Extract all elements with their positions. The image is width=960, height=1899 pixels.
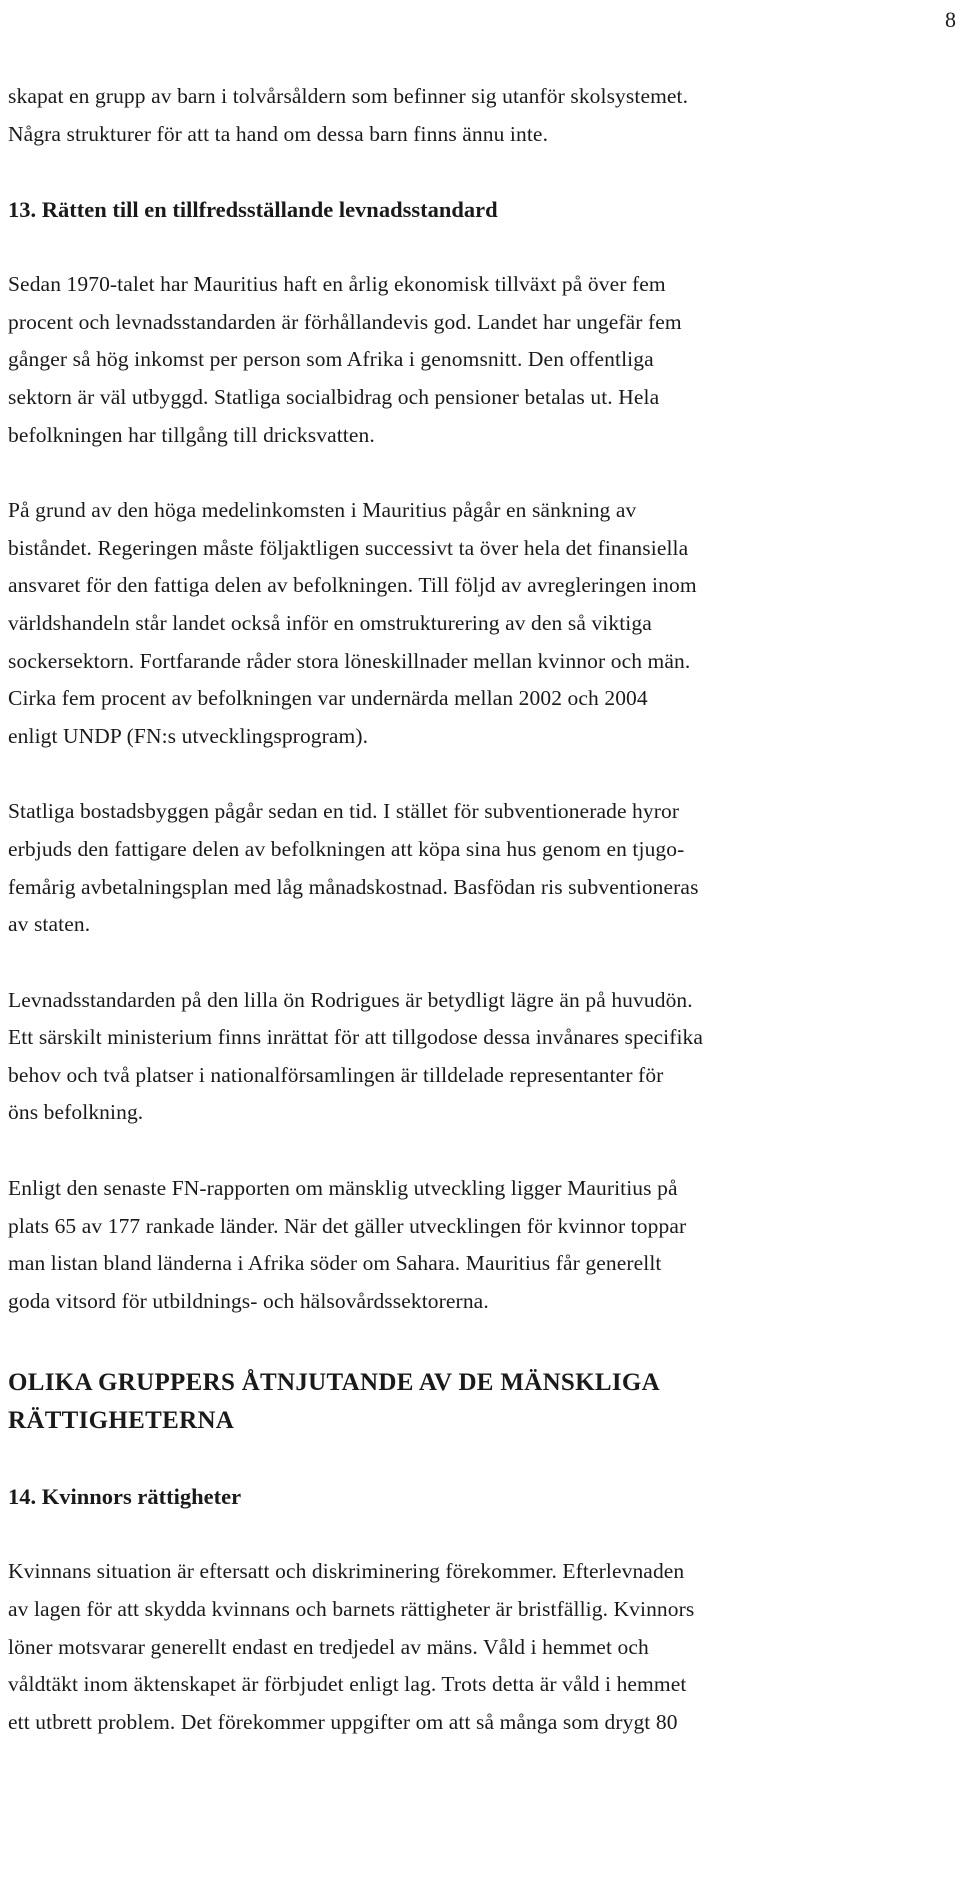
text-line: ansvaret för den fattiga delen av befolkningen. Till följd av avregleringen inom: [8, 573, 697, 598]
text-line: Levnadsstandarden på den lilla ön Rodrigues är betydligt lägre än på huvudön.: [8, 987, 693, 1012]
section-13-paragraph-4: [8, 982, 954, 1132]
major-section-heading: [8, 1364, 954, 1440]
document-body: [8, 78, 954, 1741]
text-line: skapat en grupp av barn i tolvårsåldern som befinner sig utanför skolsystemet.: [8, 84, 689, 108]
text-line: befolkningen har tillgång till dricksvatten.: [8, 422, 375, 447]
text-line: behov och två platser i nationalförsamlingen är tilldelade representanter för: [8, 1062, 664, 1087]
section-13-paragraph-1: [8, 266, 954, 454]
text-line: Enligt den senaste FN-rapporten om mänsklig utveckling ligger Mauritius på: [8, 1176, 678, 1201]
text-line: världshandeln står landet också inför en omstrukturering av den så viktiga: [8, 610, 652, 635]
text-line: Ett särskilt ministerium finns inrättat för att tillgodose dessa invånares specifika: [8, 1025, 704, 1050]
text-line: femårig avbetalningsplan med låg månadskostnad. Basfödan ris subventioneras: [8, 874, 699, 899]
text-line: Kvinnans situation är eftersatt och diskriminering förekommer. Efterlevnaden: [8, 1559, 685, 1584]
text-line: erbjuds den fattigare delen av befolkningen att köpa sina hus genom en tjugo-: [8, 836, 685, 861]
text-line: öns befolkning.: [8, 1100, 144, 1125]
text-line: ett utbrett problem. Det förekommer uppgifter om att så många som drygt 80: [8, 1709, 678, 1734]
text-line: Cirka fem procent av befolkningen var undernärda mellan 2002 och 2004: [8, 686, 648, 711]
text-line: enligt UNDP (FN:s utvecklingsprogram).: [8, 723, 369, 748]
text-line: Några strukturer för att ta hand om dessa barn finns ännu inte.: [8, 121, 549, 146]
text-line: På grund av den höga medelinkomsten i Mauritius pågår en sänkning av: [8, 498, 637, 523]
section-13-paragraph-5: [8, 1170, 954, 1320]
text-line: Statliga bostadsbyggen pågår sedan en tid. I stället för subventionerade hyror: [8, 799, 680, 824]
text-line: sockersektorn. Fortfarande råder stora löneskillnader mellan kvinnor och män.: [8, 648, 691, 673]
text-line: procent och levnadsstandarden är förhållandevis god. Landet har ungefär fem: [8, 309, 682, 334]
text-line: man listan bland länderna i Afrika söder om Sahara. Mauritius får generellt: [8, 1251, 662, 1276]
text-line: plats 65 av 177 rankade länder. När det gäller utvecklingen för kvinnor toppar: [8, 1213, 687, 1238]
page-number: 8: [945, 7, 956, 32]
text-line: biståndet. Regeringen måste följaktligen successivt ta över hela det finansiella: [8, 535, 689, 560]
section-14-heading: 14. Kvinnors rättigheter: [8, 1484, 242, 1510]
heading-line: OLIKA GRUPPERS ÅTNJUTANDE AV DE MÄNSKLIGA: [8, 1369, 660, 1397]
text-line: gånger så hög inkomst per person som Afrika i genomsnitt. Den offentliga: [8, 347, 654, 372]
text-line: sektorn är väl utbyggd. Statliga socialbidrag och pensioner betalas ut. Hela: [8, 384, 660, 409]
text-line: löner motsvarar generellt endast en tredjedel av mäns. Våld i hemmet och: [8, 1634, 649, 1659]
section-13-paragraph-3: [8, 793, 954, 943]
text-line: våldtäkt inom äktenskapet är förbjudet enligt lag. Trots detta är våld i hemmet: [8, 1672, 687, 1697]
heading-line: RÄTTIGHETERNA: [8, 1407, 235, 1435]
text-line: av lagen för att skydda kvinnans och barnets rättigheter är bristfällig. Kvinnors: [8, 1597, 695, 1622]
section-13-heading: 13. Rätten till en tillfredsställande levnadsstandard: [8, 197, 498, 223]
text-line: goda vitsord för utbildnings- och hälsovårdssektorerna.: [8, 1288, 489, 1313]
intro-paragraph: [8, 78, 954, 153]
section-14-paragraph: [8, 1553, 954, 1741]
text-line: av staten.: [8, 912, 91, 937]
section-13-paragraph-2: [8, 492, 954, 755]
text-line: Sedan 1970-talet har Mauritius haft en årlig ekonomisk tillväxt på över fem: [8, 272, 666, 297]
